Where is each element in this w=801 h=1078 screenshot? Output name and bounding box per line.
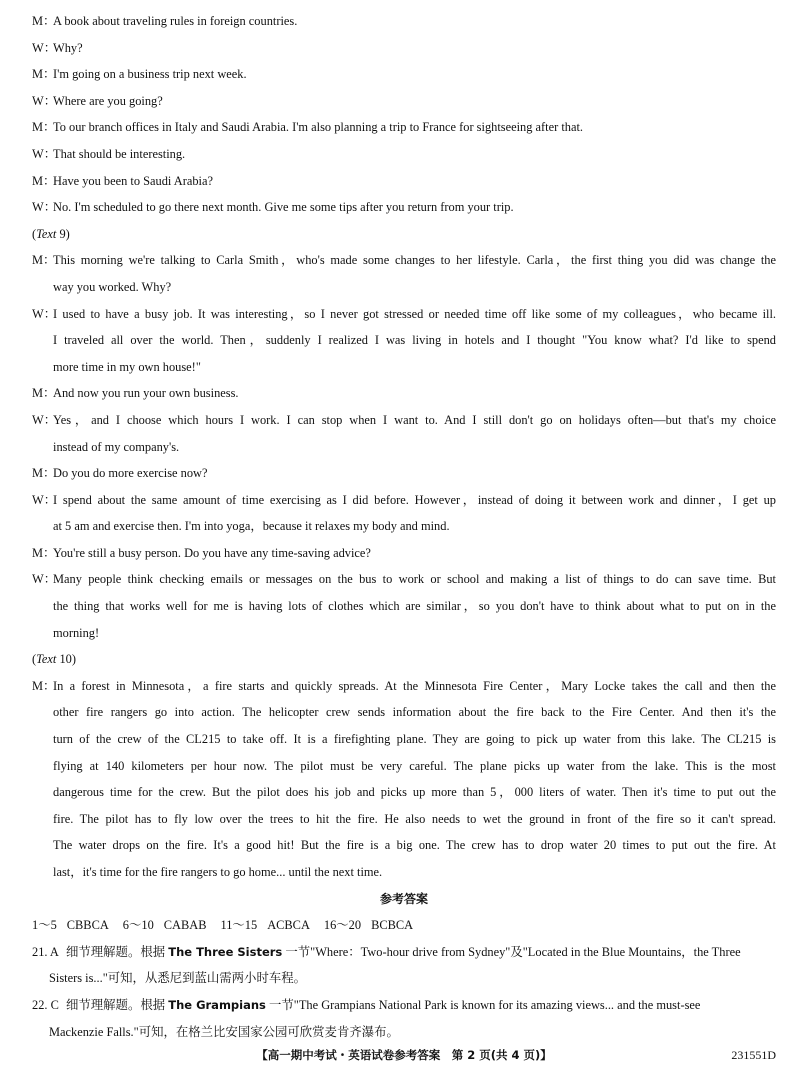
document-page (32, 8, 776, 1045)
dialogue-text: the thing that works well for me is having lots of clothes which are similar，so you don't have to think about what to put on in the (53, 599, 776, 614)
explanation-pre: 细节理解题。根据 (66, 944, 169, 959)
dialogue-text: more time in my own house!" (53, 359, 201, 374)
answer-group (220, 918, 309, 932)
speaker-label: W： (32, 40, 57, 55)
answer-key-row (32, 912, 776, 939)
dialogue-text: Yes，and I choose which hours I work. I can stop when I want to. And I still don't go on holidays often—but that's my choice (53, 412, 776, 427)
dialogue-text: To our branch offices in Italy and Saudi Arabia. I'm also planning a trip to France for sightseeing after that. (53, 120, 583, 135)
speaker-label: M： (32, 253, 56, 268)
speaker-label: M： (32, 67, 56, 82)
dialogue-continuation (32, 513, 776, 540)
section-name: The Three Sisters (168, 944, 283, 959)
dialogue-continuation (32, 434, 776, 461)
page-footer (32, 1043, 776, 1067)
dialogue-text: No. I'm scheduled to go there next month. Give me some tips after you return from your trip. (53, 200, 514, 215)
dialogue-turn (32, 540, 776, 567)
answer-range: 16～20 (323, 918, 362, 933)
dialogue-turn (32, 247, 776, 274)
dialogue-text: A book about traveling rules in foreign countries. (53, 14, 298, 28)
answer-letters: BCBCA (371, 918, 414, 933)
section-name: The Grampians (168, 997, 266, 1012)
speaker-label: M： (32, 120, 56, 135)
answer-group (32, 918, 109, 932)
dialogue-continuation (32, 726, 776, 753)
explanation-post: 一节"The Grampians National Park is known for its amazing views... and the must-see (265, 997, 701, 1012)
answer-range: 6～10 (122, 918, 154, 933)
explanation-continuation: Sisters is..."可知，从悉尼到蓝山需两小时车程。 (49, 971, 307, 986)
dialogue-text: other fire rangers go into action. The helicopter crew sends information about the fire back to the Fire Center. And then it's the (53, 705, 776, 720)
dialogue-text: I traveled all over the world. Then，suddenly I realized I was living in hotels and I thought "You know what? I'd like to spend (53, 333, 776, 348)
explanations (32, 939, 776, 1045)
dialogue-text: flying at 140 kilometers per hour now. The pilot must be very careful. The plane picks up water from the lake. This is the most (53, 758, 776, 773)
dialogue-section (32, 247, 776, 646)
dialogue-continuation (32, 327, 776, 354)
footer-code: 231551D (731, 1048, 776, 1062)
answer-range: 11～15 (220, 918, 258, 933)
dialogue-turn (32, 407, 776, 434)
dialogue-text: I spend about the same amount of time exercising as I did before. However，instead of doing it between work and dinner，I get up (53, 492, 776, 507)
explanation-item (32, 992, 776, 1019)
dialogue-turn (32, 168, 776, 195)
dialogue-text: And now you run your own business. (53, 386, 239, 401)
speaker-label: M： (32, 14, 56, 28)
speaker-label: W： (32, 572, 57, 587)
speaker-label: W： (32, 93, 57, 108)
dialogue-turn (32, 88, 776, 115)
speaker-label: W： (32, 492, 57, 507)
dialogue-text: at 5 am and exercise then. I'm into yoga，because it relaxes my body and mind. (53, 519, 450, 534)
text-9-label: (Text 9) (32, 226, 70, 241)
answer-group (324, 918, 413, 932)
dialogue-text: The water drops on the fire. It's a good hit! But the fire is a big one. The crew has to drop water 20 times to put out the fire. At (53, 838, 776, 853)
dialogue-text: last，it's time for the fire rangers to go home... until the next time. (53, 865, 383, 879)
dialogue-text: Have you been to Saudi Arabia? (53, 173, 213, 188)
dialogue-text: Many people think checking emails or messages on the bus to work or school and making a list of things to do can save time. But (53, 572, 776, 587)
dialogue-text: dangerous time for the crew. But the pilot does his job and picks up more than 5，000 liters of water. Then it's time to put out the (53, 785, 776, 800)
explanation-post: 一节"Where：Two-hour drive from Sydney"及"Located in the Blue Mountains，the Three (282, 944, 741, 959)
dialogue-continuation (32, 806, 776, 833)
dialogue-turn (32, 301, 776, 328)
speaker-label: M： (32, 173, 56, 188)
speaker-label: W： (32, 200, 57, 215)
explanation-pre: 细节理解题。根据 (66, 997, 169, 1012)
dialogue-continuation (32, 354, 776, 381)
explanation-text (66, 992, 700, 1019)
speaker-label: M： (32, 466, 56, 481)
answer-letters: CBBCA (66, 918, 109, 933)
dialogue-turn (32, 8, 776, 35)
dialogue-turn (32, 194, 776, 221)
dialogue-turn (32, 673, 776, 700)
dialogue-continuation (32, 593, 776, 620)
speaker-label: W： (32, 412, 57, 427)
dialogue-text: morning! (53, 625, 100, 640)
dialogue-continuation (32, 274, 776, 301)
dialogue-section (32, 8, 776, 221)
answer-letters: CABAB (163, 918, 207, 933)
dialogue-text: Where are you going? (53, 93, 163, 108)
dialogue-continuation (32, 859, 776, 886)
dialogue-text: I used to have a busy job. It was interesting，so I never got stressed or needed time off like some of my colleagues，who became ill. (53, 306, 776, 321)
footer-title: 【高一期中考试・英语试卷参考答案 第 2 页(共 4 页)】 (256, 1048, 552, 1062)
dialogue-text: I'm going on a business trip next week. (53, 67, 247, 82)
speaker-label: W： (32, 146, 57, 161)
speaker-label: M： (32, 386, 56, 401)
dialogue-text: way you worked. Why? (53, 279, 172, 294)
dialogue-continuation (32, 699, 776, 726)
question-number: 22. C (32, 997, 59, 1012)
explanation-item (32, 939, 776, 966)
dialogue-turn (32, 114, 776, 141)
explanation-text (66, 939, 741, 966)
answer-range: 1～5 (32, 918, 57, 933)
dialogue-turn (32, 380, 776, 407)
dialogue-continuation (32, 620, 776, 647)
dialogue-text: turn of the crew of the CL215 to take off. It is a firefighting plane. They are going to pick up water from this lake. The CL215 is (53, 732, 776, 747)
dialogue-turn (32, 35, 776, 62)
dialogue-section (32, 673, 776, 886)
dialogue-continuation (32, 779, 776, 806)
dialogue-text: Why? (53, 40, 83, 55)
dialogue-turn (32, 141, 776, 168)
answer-letters: ACBCA (267, 918, 310, 933)
speaker-label: W： (32, 306, 57, 321)
dialogue-turn (32, 61, 776, 88)
dialogue-text: instead of my company's. (53, 439, 180, 454)
answer-group (123, 918, 207, 932)
text-10-label: (Text 10) (32, 652, 76, 667)
dialogue-text: This morning we're talking to Carla Smith，who's made some changes to her lifestyle. Carla，the first thing you did was change the (53, 253, 776, 268)
dialogue-turn (32, 566, 776, 593)
speaker-label: M： (32, 678, 56, 693)
answer-heading: 参考答案 (379, 891, 428, 906)
question-number: 21. A (32, 944, 59, 959)
dialogue-continuation (32, 753, 776, 780)
dialogue-text: You're still a busy person. Do you have any time-saving advice? (53, 545, 371, 560)
dialogue-turn (32, 487, 776, 514)
dialogue-text: Do you do more exercise now? (53, 466, 208, 481)
dialogue-continuation (32, 832, 776, 859)
dialogue-text: That should be interesting. (53, 146, 186, 161)
dialogue-text: In a forest in Minnesota，a fire starts and quickly spreads. At the Minnesota Fire Center，Mary Locke takes the call and then the (53, 678, 776, 693)
explanation-continuation: Mackenzie Falls."可知，在格兰比安国家公园可欣赏麦肯齐瀑布。 (49, 1024, 399, 1039)
speaker-label: M： (32, 545, 56, 560)
dialogue-turn (32, 460, 776, 487)
dialogue-text: fire. The pilot has to fly low over the trees to hit the fire. He also needs to wet the ground in front of the fire so it can't spread. (53, 811, 776, 826)
